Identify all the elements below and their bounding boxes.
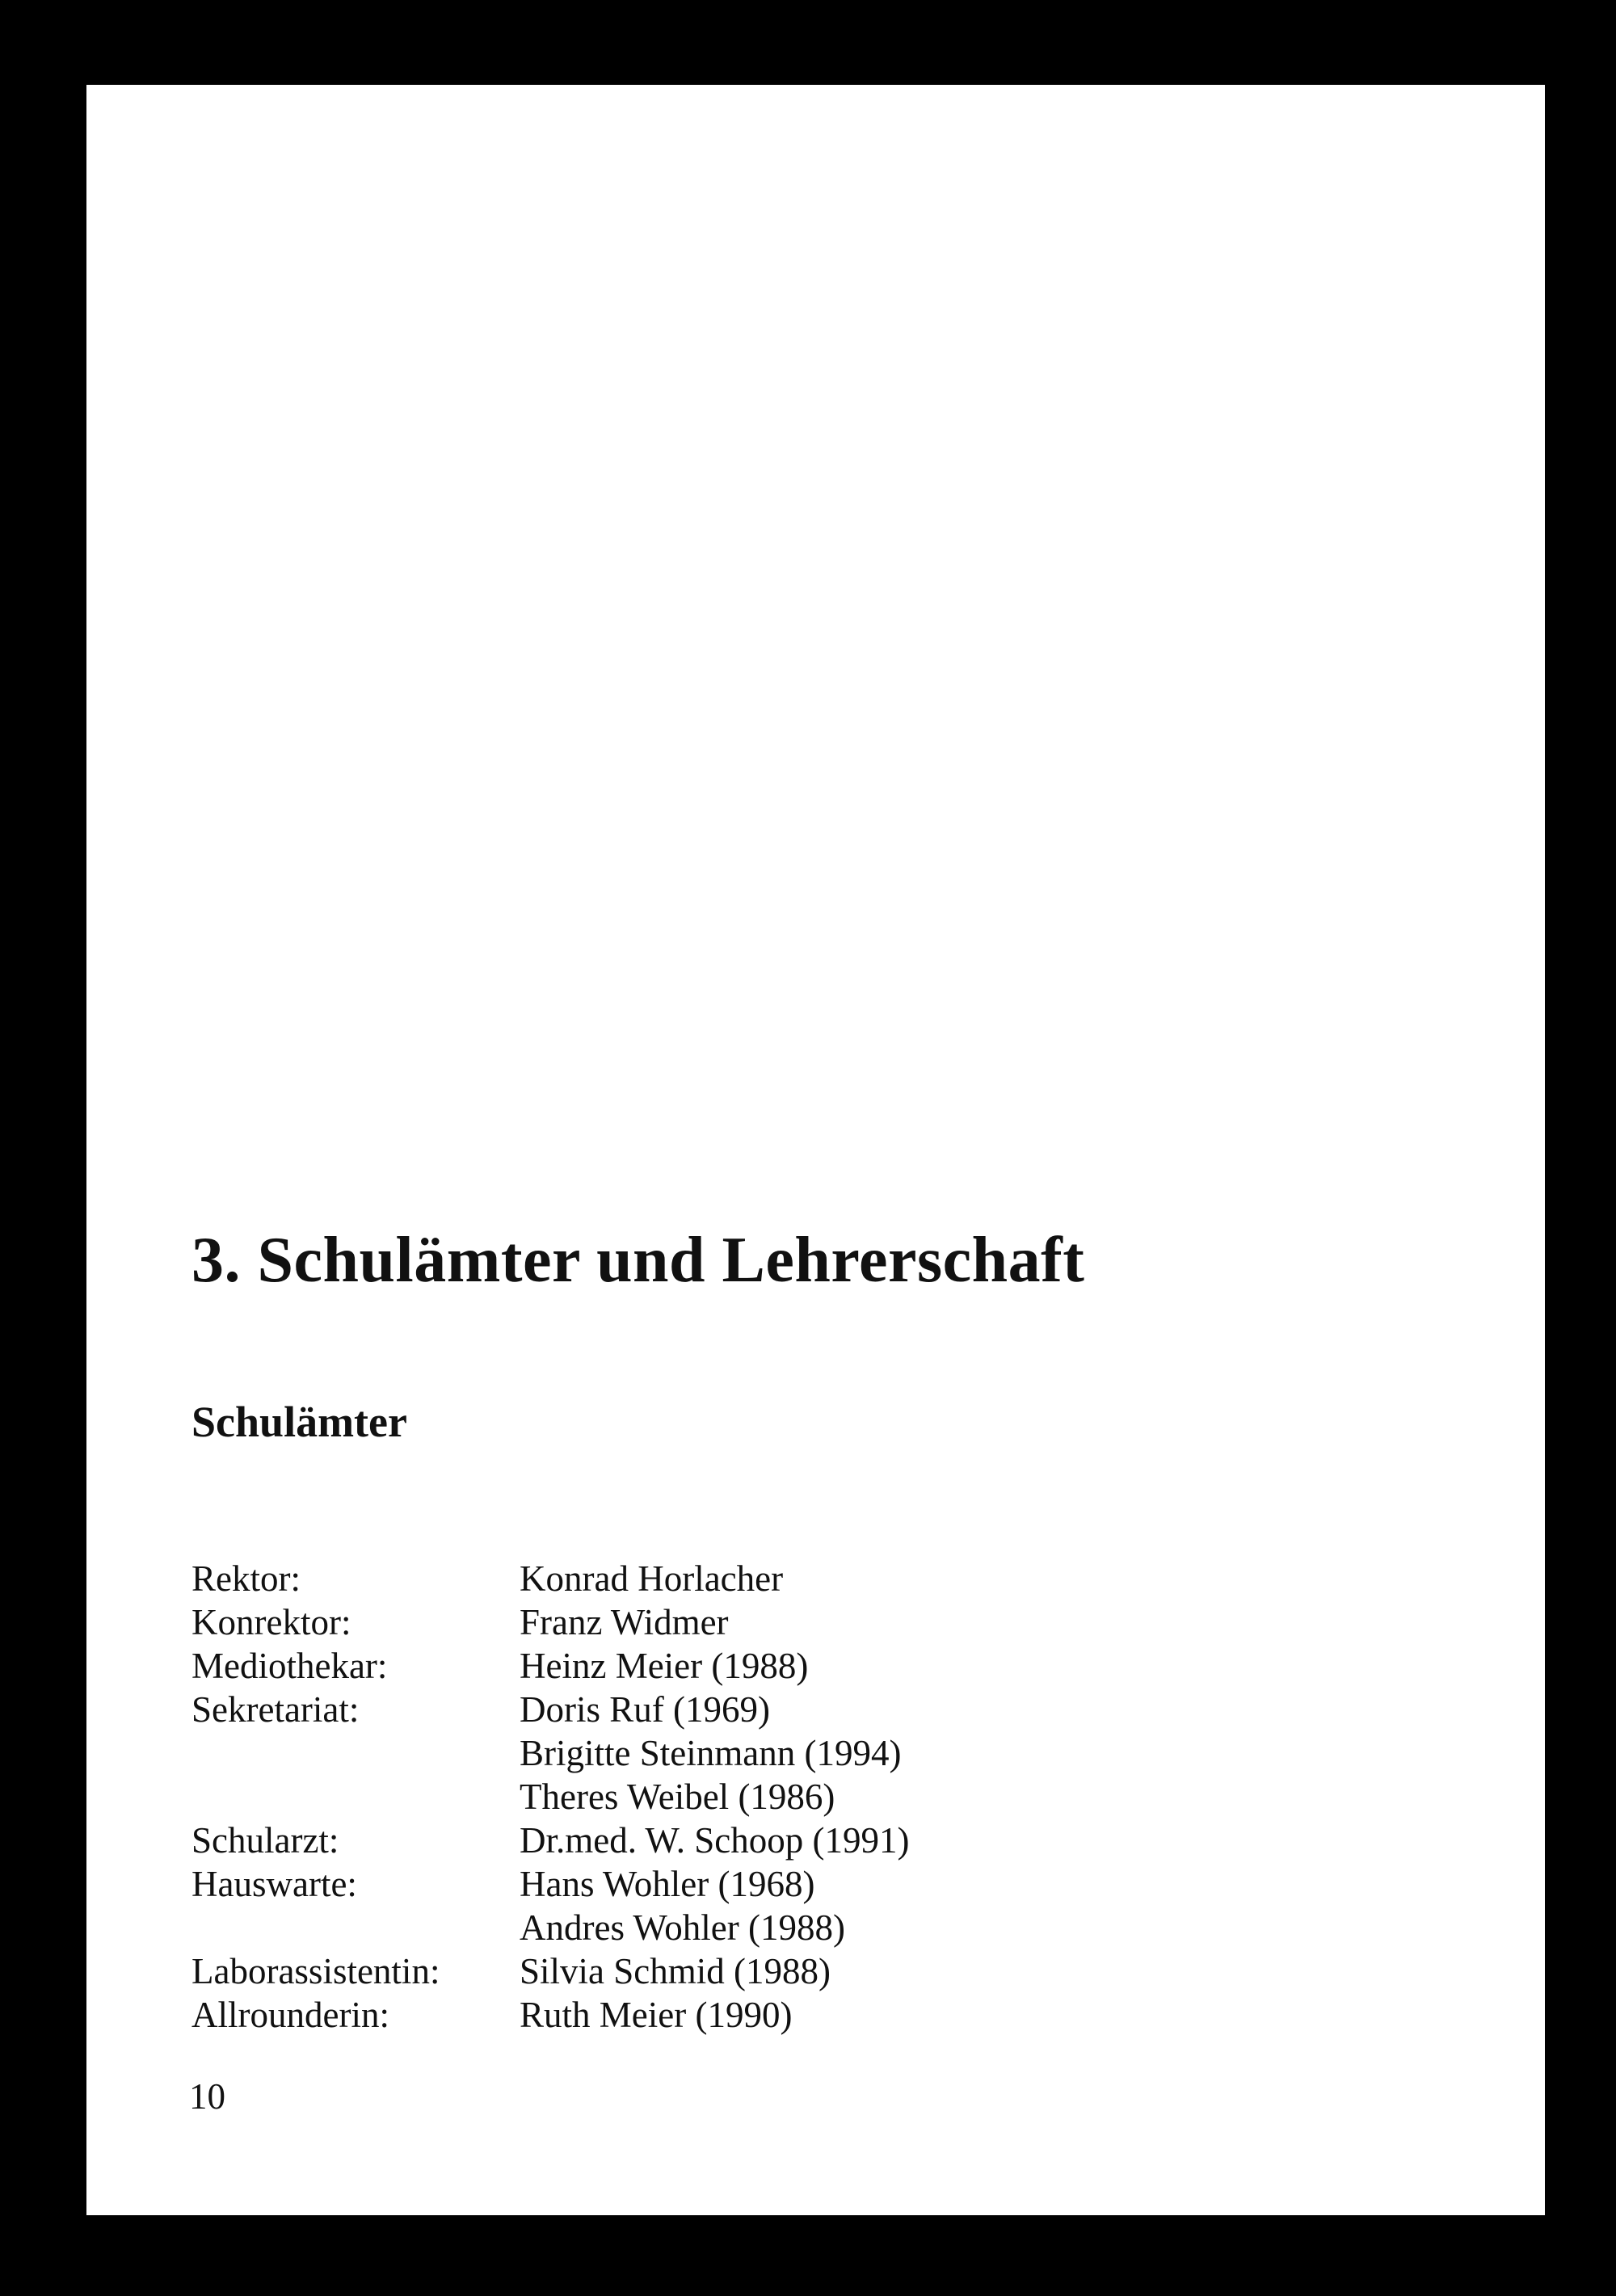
page-number: 10	[189, 2076, 225, 2117]
role-person: Andres Wohler (1988)	[520, 1907, 845, 1948]
role-person: Theres Weibel (1986)	[520, 1777, 835, 1817]
role-label: Rektor:	[191, 1558, 301, 1599]
role-person: Ruth Meier (1990)	[520, 1995, 793, 2035]
role-person: Heinz Meier (1988)	[520, 1646, 809, 1686]
role-row	[191, 1600, 1161, 1644]
role-label: Allrounderin:	[191, 1995, 389, 2035]
document-page	[86, 85, 1545, 2215]
role-person: Silvia Schmid (1988)	[520, 1951, 831, 1991]
role-row	[191, 1731, 1161, 1775]
role-row	[191, 1993, 1161, 2037]
role-row	[191, 1775, 1161, 1819]
role-person: Doris Ruf (1969)	[520, 1689, 770, 1730]
role-person: Dr.med. W. Schoop (1991)	[520, 1820, 910, 1861]
role-row	[191, 1906, 1161, 1949]
chapter-title: 3. Schulämter und Lehrerschaft	[191, 1225, 1085, 1296]
role-label: Laborassistentin:	[191, 1951, 440, 1991]
role-person: Hans Wohler (1968)	[520, 1864, 815, 1904]
role-person: Franz Widmer	[520, 1602, 729, 1642]
role-row	[191, 1819, 1161, 1862]
section-title: Schulämter	[191, 1398, 407, 1446]
role-label: Hauswarte:	[191, 1864, 357, 1904]
role-label: Sekretariat:	[191, 1689, 360, 1730]
role-row	[191, 1862, 1161, 1906]
role-row	[191, 1557, 1161, 1600]
role-row	[191, 1688, 1161, 1731]
roles-list	[191, 1557, 1161, 2037]
role-person: Konrad Horlacher	[520, 1558, 784, 1599]
role-label: Mediothekar:	[191, 1646, 388, 1686]
role-row	[191, 1644, 1161, 1688]
role-label: Konrektor:	[191, 1602, 351, 1642]
role-label: Schularzt:	[191, 1820, 339, 1861]
role-person: Brigitte Steinmann (1994)	[520, 1733, 902, 1773]
role-row	[191, 1949, 1161, 1993]
